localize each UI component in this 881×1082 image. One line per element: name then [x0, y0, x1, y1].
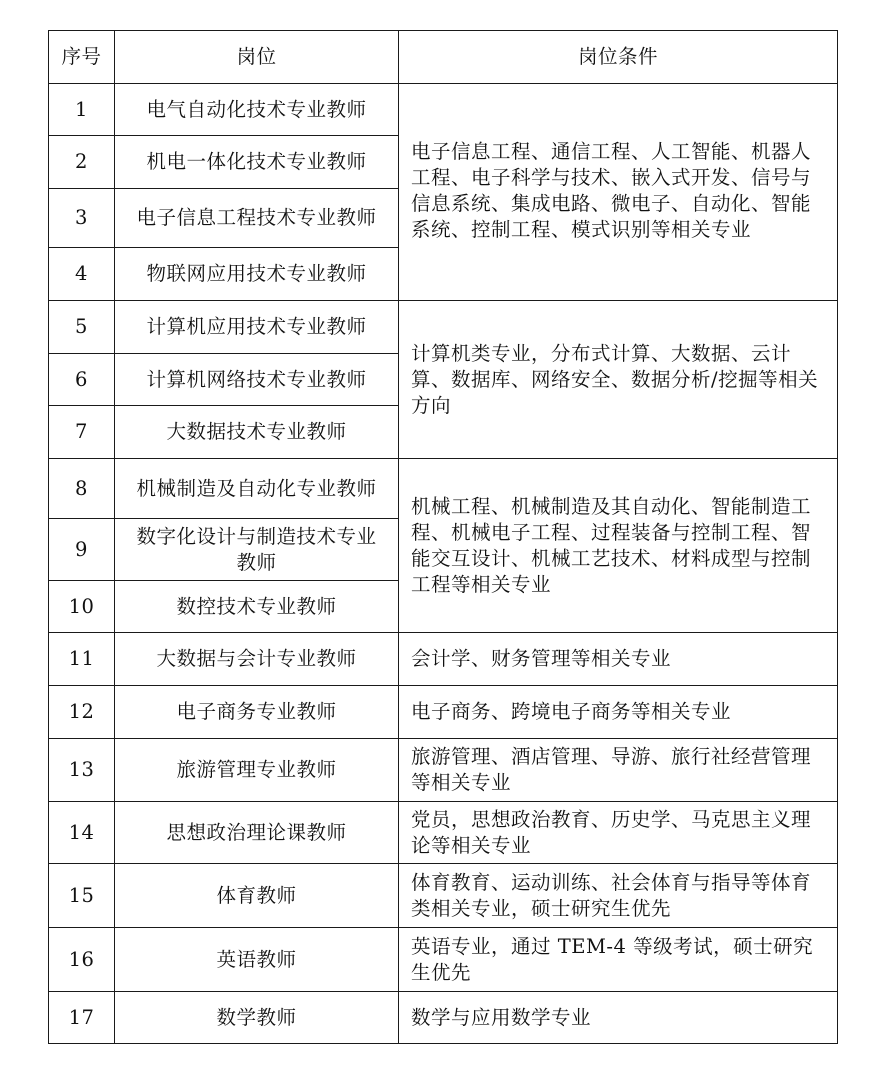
- table-row: [49, 864, 838, 928]
- row-position: 思想政治理论课教师: [115, 802, 399, 864]
- row-position: 电气自动化技术专业教师: [115, 84, 399, 136]
- row-condition: 电子信息工程、通信工程、人工智能、机器人工程、电子科学与技术、嵌入式开发、信号与信息系统、集成电路、微电子、自动化、智能系统、控制工程、模式识别等相关专业: [399, 84, 838, 301]
- row-position: 数字化设计与制造技术专业教师: [115, 519, 399, 581]
- table-row: [49, 633, 838, 686]
- row-num: 14: [49, 802, 115, 864]
- row-num: 10: [49, 581, 115, 633]
- row-num: 11: [49, 633, 115, 686]
- row-num: 16: [49, 928, 115, 992]
- row-position: 计算机应用技术专业教师: [115, 301, 399, 354]
- positions-table: [48, 30, 838, 1044]
- row-num: 17: [49, 992, 115, 1044]
- row-num: 9: [49, 519, 115, 581]
- row-position: 体育教师: [115, 864, 399, 928]
- row-position: 大数据与会计专业教师: [115, 633, 399, 686]
- row-num: 8: [49, 459, 115, 519]
- row-position: 数控技术专业教师: [115, 581, 399, 633]
- row-condition: 旅游管理、酒店管理、导游、旅行社经营管理等相关专业: [399, 739, 838, 802]
- row-position: 英语教师: [115, 928, 399, 992]
- row-condition: 党员，思想政治教育、历史学、马克思主义理论等相关专业: [399, 802, 838, 864]
- table-row: [49, 802, 838, 864]
- row-num: 12: [49, 686, 115, 739]
- header-num: 序号: [49, 31, 115, 84]
- table-row: [49, 459, 838, 519]
- row-num: 1: [49, 84, 115, 136]
- header-position: 岗位: [115, 31, 399, 84]
- row-num: 6: [49, 354, 115, 406]
- header-condition: 岗位条件: [399, 31, 838, 84]
- table-row: [49, 992, 838, 1044]
- row-position: 电子商务专业教师: [115, 686, 399, 739]
- row-position: 大数据技术专业教师: [115, 406, 399, 459]
- row-num: 7: [49, 406, 115, 459]
- table-header-row: [49, 31, 838, 84]
- row-num: 13: [49, 739, 115, 802]
- row-num: 2: [49, 136, 115, 189]
- row-position: 机械制造及自动化专业教师: [115, 459, 399, 519]
- row-condition: 机械工程、机械制造及其自动化、智能制造工程、机械电子工程、过程装备与控制工程、智能交互设计、机械工艺技术、材料成型与控制工程等相关专业: [399, 459, 838, 633]
- row-condition: 计算机类专业，分布式计算、大数据、云计算、数据库、网络安全、数据分析/挖掘等相关方向: [399, 301, 838, 459]
- row-num: 3: [49, 189, 115, 248]
- row-condition: 体育教育、运动训练、社会体育与指导等体育类相关专业，硕士研究生优先: [399, 864, 838, 928]
- row-num: 4: [49, 248, 115, 301]
- row-position: 物联网应用技术专业教师: [115, 248, 399, 301]
- row-position: 计算机网络技术专业教师: [115, 354, 399, 406]
- row-num: 15: [49, 864, 115, 928]
- table-row: [49, 739, 838, 802]
- row-position: 机电一体化技术专业教师: [115, 136, 399, 189]
- table-row: [49, 84, 838, 136]
- table-row: [49, 686, 838, 739]
- row-num: 5: [49, 301, 115, 354]
- row-condition: 英语专业，通过 TEM-4 等级考试，硕士研究生优先: [399, 928, 838, 992]
- table-row: [49, 301, 838, 354]
- row-position: 数学教师: [115, 992, 399, 1044]
- row-condition: 电子商务、跨境电子商务等相关专业: [399, 686, 838, 739]
- row-condition: 数学与应用数学专业: [399, 992, 838, 1044]
- row-condition: 会计学、财务管理等相关专业: [399, 633, 838, 686]
- row-position: 旅游管理专业教师: [115, 739, 399, 802]
- row-position: 电子信息工程技术专业教师: [115, 189, 399, 248]
- table-row: [49, 928, 838, 992]
